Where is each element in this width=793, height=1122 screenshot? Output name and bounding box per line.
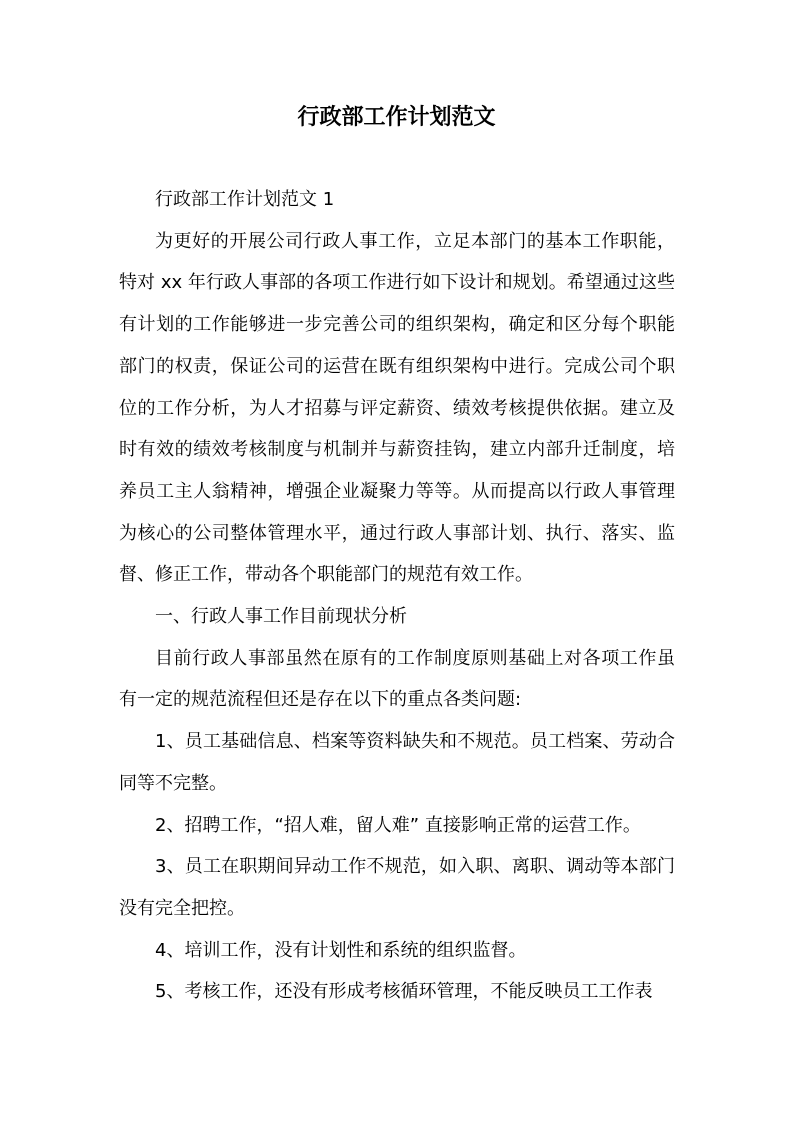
list-item-1: 1、员工基础信息、档案等资料缺失和不规范。员工档案、劳动合同等不完整。 [119, 731, 675, 794]
list-item-2: 2、招聘工作，“招人难，留人难” 直接影响正常的运营工作。 [155, 814, 641, 836]
document-body [119, 179, 675, 1013]
status-paragraph: 目前行政人事部虽然在原有的工作制度原则基础上对各项工作虽有一定的规范流程但还是存在以下的重点各类问题: [119, 647, 675, 711]
intro-paragraph: 为更好的开展公司行政人事工作，立足本部门的基本工作职能，特对 xx 年行政人事部的各项工作进行如下设计和规划。希望通过这些有计划的工作能够进一步完善公司的组织架构，确定和区分每个职能部门的权责，保证公司的运营在既有组织架构中进行。完成公司个职位的工作分析，为人才招募与评定薪资、绩效考核提供依据。建立及时有效的绩效考核制度与机制并与薪资挂钩，建立内部升迁制度，培养员工主人翁精神，增强企业凝聚力等等。从而提高以行政人事管理为核心的公司整体管理水平，通过行政人事部计划、执行、落实、监督、修正工作，带动各个职能部门的规范有效工作。 [119, 230, 675, 586]
section-heading-status-analysis: 一、行政人事工作目前现状分析 [155, 606, 407, 628]
section-heading-plan-1: 行政部工作计划范文 1 [155, 189, 335, 210]
document-title: 行政部工作计划范文 [297, 105, 496, 130]
list-item-4: 4、培训工作，没有计划性和系统的组织监督。 [155, 939, 527, 961]
list-item-3: 3、员工在职期间异动工作不规范，如入职、离职、调动等本部门没有完全把控。 [119, 856, 675, 919]
list-item-5: 5、考核工作，还没有形成考核循环管理，不能反映员工工作表 [155, 981, 653, 1003]
